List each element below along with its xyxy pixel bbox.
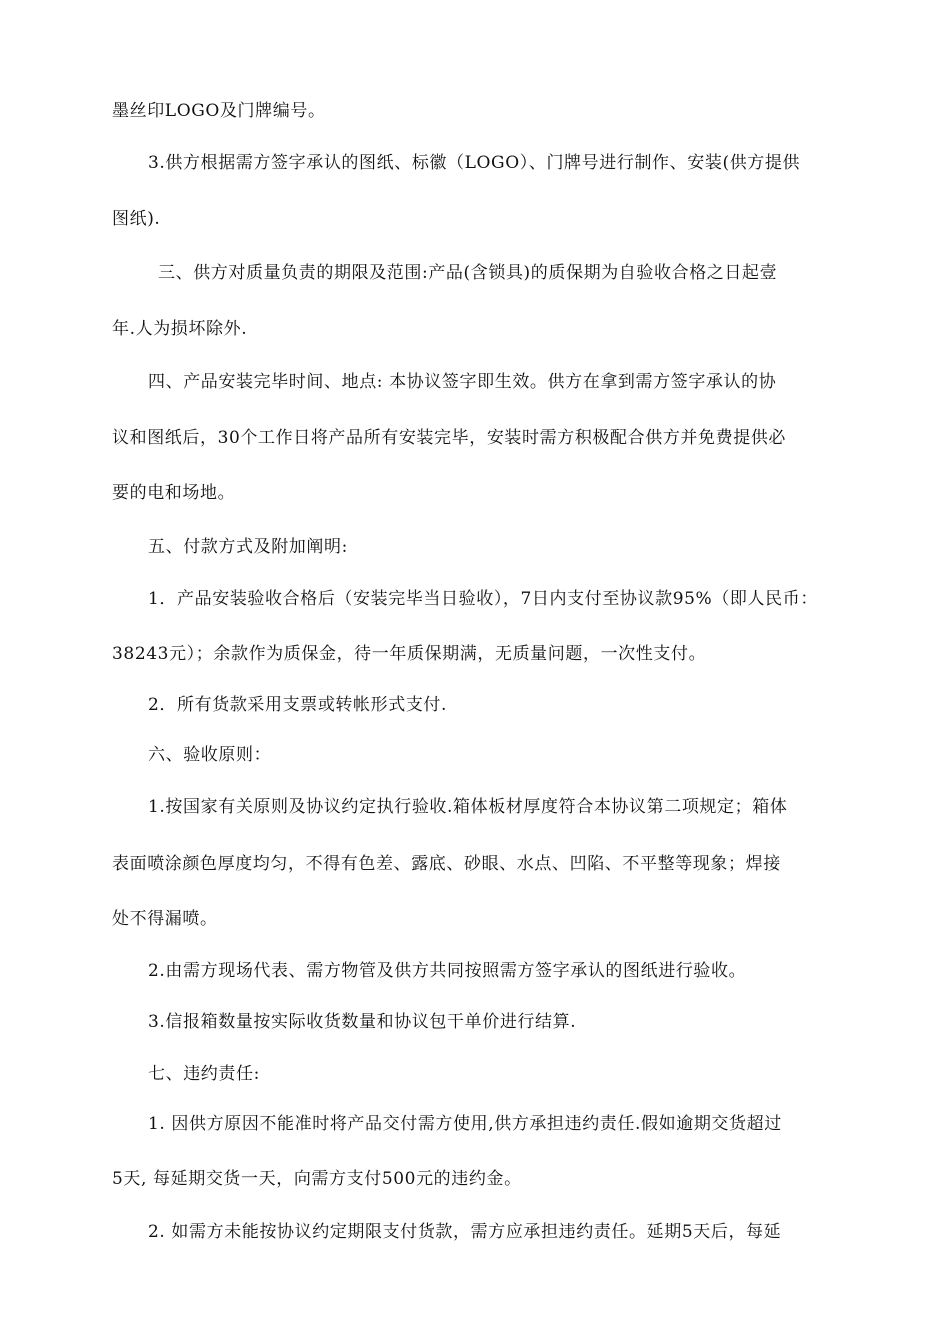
text-line-17: 2.由需方现场代表、需方物管及供方共同按照需方签字承认的图纸进行验收。 xyxy=(148,961,747,981)
text-line-5: 年.人为损坏除外. xyxy=(112,319,248,339)
section-4-heading: 四、产品安装完毕时间、地点: 本协议签字即生效。供方在拿到需方签字承认的协 xyxy=(148,372,777,392)
text-line-12: 2．所有货款采用支票或转帐形式支付. xyxy=(148,695,448,715)
text-line-20: 1. 因供方原因不能准时将产品交付需方使用,供方承担违约责任.假如逾期交货超过 xyxy=(148,1114,782,1134)
text-line-11: 38243元）；余款作为质保金，待一年质保期满，无质量问题，一次性支付。 xyxy=(112,644,707,664)
text-line-2: 3.供方根据需方签字承认的图纸、标徽（LOGO）、门牌号进行制作、安装(供方提供 xyxy=(148,153,801,173)
section-3-heading: 三、供方对质量负责的期限及范围:产品(含锁具)的质保期为自验收合格之日起壹 xyxy=(158,263,778,283)
text-line-14: 1.按国家有关原则及协议约定执行验收.箱体板材厚度符合本协议第二项规定；箱体 xyxy=(148,797,788,817)
text-line-16: 处不得漏喷。 xyxy=(112,909,218,929)
section-5-heading: 五、付款方式及附加阐明: xyxy=(148,537,348,557)
text-line-18: 3.信报箱数量按实际收货数量和协议包干单价进行结算. xyxy=(148,1012,577,1032)
text-line-8: 要的电和场地。 xyxy=(112,483,236,503)
text-line-1: 墨丝印LOGO及门牌编号。 xyxy=(112,101,326,121)
text-line-10: 1．产品安装验收合格后（安装完毕当日验收），7日内支付至协议款95%（即人民币： xyxy=(148,589,818,609)
text-line-21: 5天, 每延期交货一天，向需方支付500元的违约金。 xyxy=(112,1169,522,1189)
section-7-heading: 七、违约责任: xyxy=(148,1064,260,1084)
text-line-15: 表面喷涂颜色厚度均匀，不得有色差、露底、砂眼、水点、凹陷、不平整等现象；焊接 xyxy=(112,854,781,874)
text-line-3: 图纸). xyxy=(112,209,161,229)
text-line-7: 议和图纸后，30个工作日将产品所有安装完毕，安装时需方积极配合供方并免费提供必 xyxy=(112,428,787,448)
section-6-heading: 六、验收原则： xyxy=(148,745,272,765)
text-line-22: 2. 如需方未能按协议约定期限支付货款，需方应承担违约责任。延期5天后，每延 xyxy=(148,1222,782,1242)
